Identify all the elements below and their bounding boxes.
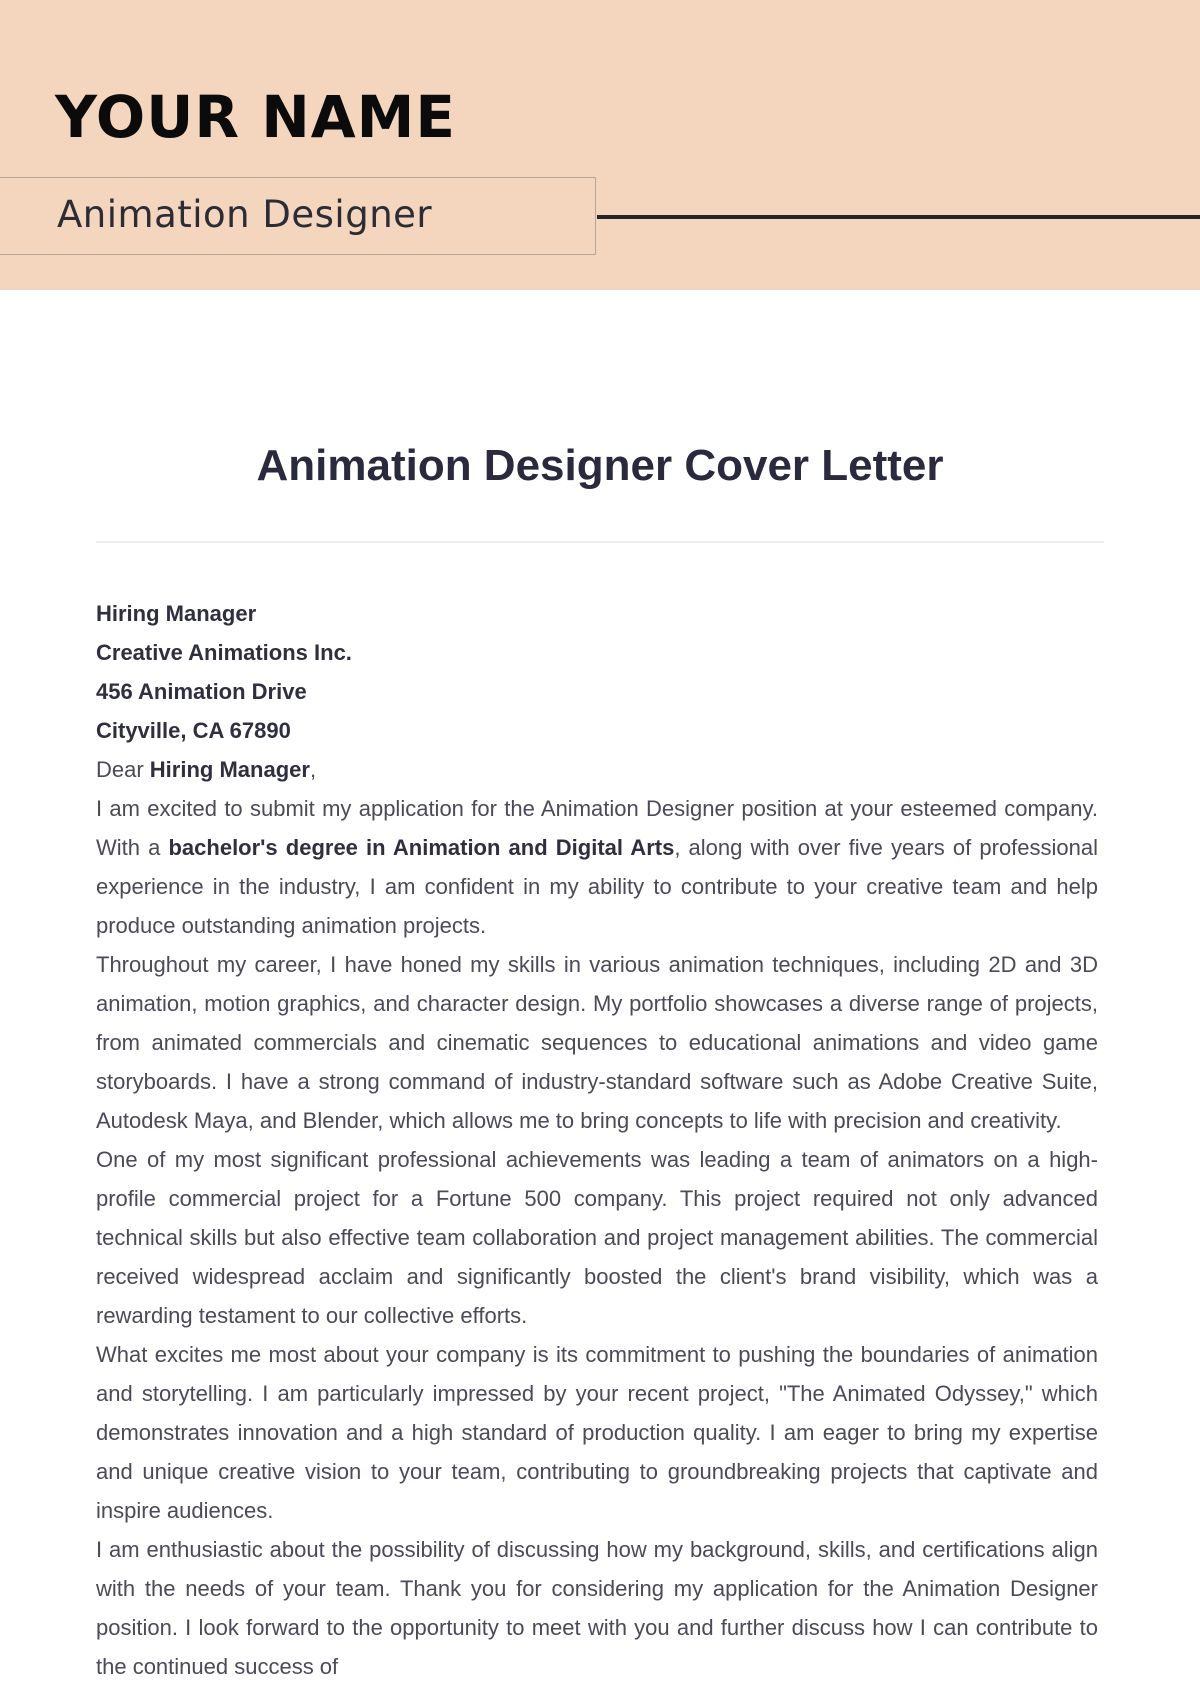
paragraph-text: I am excited to submit my application for the Animation Designer position at your esteemed company. With a xyxy=(96,796,1098,860)
paragraph-company-interest: What excites me most about your company is its commitment to pushing the boundaries of animation and storytelling. I am particularly impressed by your recent project, "The Animated Odyssey," which demonstrates innovation and a high standard of production quality. I am eager to bring my expertise and unique creative vision to your team, contributing to groundbreaking projects that captivate and inspire audiences. xyxy=(96,1342,1098,1523)
paragraph-closing: I am enthusiastic about the possibility of discussing how my background, skills, and certifications align with the needs of your team. Thank you for considering my application for the Animation Designer position. I look forward to the opportunity to meet with you and further discuss how I can contribute to the continued success of xyxy=(96,1537,1098,1679)
paragraph-skills: Throughout my career, I have honed my skills in various animation techniques, including 2D and 3D animation, motion graphics, and character design. My portfolio showcases a diverse range of projects, from animated commercials and cinematic sequences to educational animations and video game storyboards. I have a strong command of industry-standard software such as Adobe Creative Suite, Autodesk Maya, and Blender, which allows me to bring concepts to life with precision and creativity. xyxy=(96,952,1098,1133)
recipient-street: 456 Animation Drive xyxy=(96,679,307,704)
degree-highlight: bachelor's degree in Animation and Digital Arts xyxy=(168,835,675,860)
letter-body xyxy=(96,594,1098,1686)
paragraph-intro xyxy=(96,789,1098,945)
recipient-name: Hiring Manager xyxy=(96,601,257,626)
paragraph-achievements: One of my most significant professional achievements was leading a team of animators on a high-profile commercial project for a Fortune 500 company. This project required not only advanced technical skills but also effective team collaboration and project management abilities. The commercial received widespread acclaim and significantly boosted the client's brand visibility, which was a rewarding testament to our collective efforts. xyxy=(96,1147,1098,1328)
greeting-prefix: Dear xyxy=(96,757,150,782)
paragraph-text: , along with over five years of professional experience in the industry, I am confident in my ability to contribute to your creative team and help produce outstanding animation projects. xyxy=(96,835,1099,938)
greeting-suffix: , xyxy=(309,757,317,782)
recipient-block xyxy=(96,594,1098,750)
greeting xyxy=(96,750,1098,789)
recipient-city: Cityville, CA 67890 xyxy=(96,718,291,743)
applicant-name: YOUR NAME xyxy=(55,83,456,151)
greeting-name: Hiring Manager xyxy=(149,757,310,782)
title-divider xyxy=(96,541,1104,543)
recipient-company: Creative Animations Inc. xyxy=(96,640,352,665)
header-divider-line xyxy=(597,215,1200,219)
applicant-role: Animation Designer xyxy=(57,193,433,236)
header-banner xyxy=(0,0,1200,290)
document-title: Animation Designer Cover Letter xyxy=(256,441,944,490)
